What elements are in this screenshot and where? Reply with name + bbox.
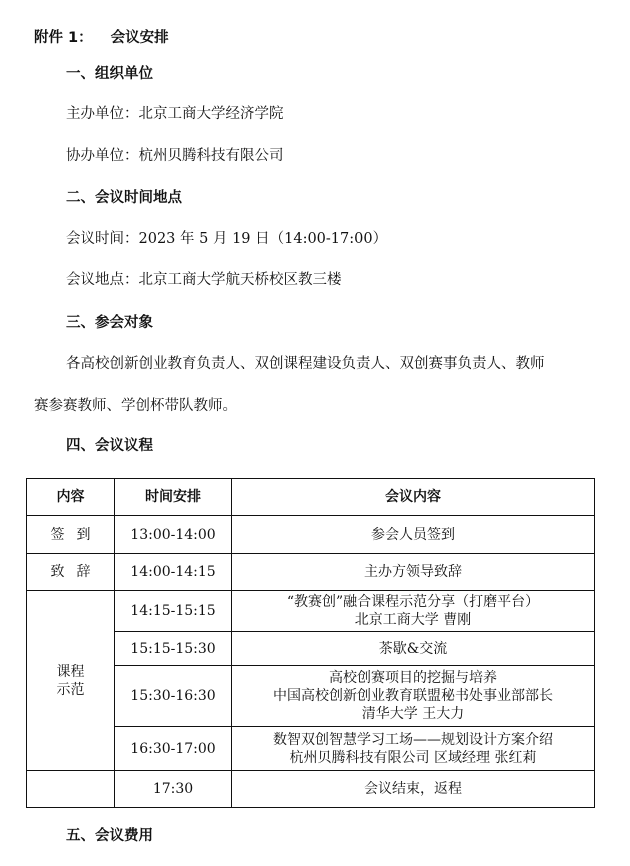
meeting-place: 会议地点：北京工商大学航天桥校区教三楼 (66, 272, 342, 288)
header-meeting-content: 会议内容 (232, 479, 595, 516)
table-row (27, 516, 595, 554)
row-content (232, 727, 595, 771)
row-content (232, 591, 595, 632)
content-line: 数智双创智慧学习工场——规划设计方案介绍 (273, 731, 553, 748)
row-time: 15:15-15:30 (115, 632, 232, 666)
row-time: 13:00-14:00 (115, 516, 232, 554)
row-time: 14:15-15:15 (115, 591, 232, 632)
row-label-empty (27, 771, 115, 808)
section4-heading: 四、会议议程 (66, 438, 153, 454)
section2-heading: 二、会议时间地点 (66, 190, 182, 206)
section5-heading: 五、会议费用 (66, 828, 153, 844)
attachment-title (34, 28, 169, 48)
row-content: 主办方领导致辞 (232, 554, 595, 591)
content-line: 中国高校创新创业教育联盟秘书处事业部部长 (273, 688, 553, 704)
attendees-line-2: 赛参赛教师、学创杯带队教师。 (34, 398, 237, 414)
row-time: 17:30 (115, 771, 232, 808)
row-time: 14:00-14:15 (115, 554, 232, 591)
content-line: “教赛创”融合课程示范分享（打磨平台） (286, 594, 540, 610)
attendees-line-1: 各高校创新创业教育负责人、双创课程建设负责人、双创赛事负责人、教师 (66, 356, 545, 372)
header-content-type: 内容 (27, 479, 115, 516)
table-row (27, 591, 595, 632)
attachment-label: 附件 1： (34, 30, 93, 46)
host-unit: 主办单位：北京工商大学经济学院 (66, 106, 284, 122)
meeting-time: 会议时间：2023 年 5 月 19 日（14:00-17:00） (66, 231, 388, 247)
row-time: 15:30-16:30 (115, 666, 232, 727)
section3-heading: 三、参会对象 (66, 315, 153, 331)
course-label-line-2: 示范 (56, 681, 85, 698)
row-time: 16:30-17:00 (115, 727, 232, 771)
row-content: 茶歇&交流 (232, 632, 595, 666)
section1-heading: 一、组织单位 (66, 66, 153, 82)
content-line: 清华大学 王大力 (361, 706, 465, 722)
header-time: 时间安排 (115, 479, 232, 516)
row-label-sign-in: 签到 (27, 516, 115, 554)
row-content (232, 666, 595, 727)
table-header-row (27, 479, 595, 516)
content-line: 高校创赛项目的挖掘与培养 (329, 670, 497, 686)
cohost-unit: 协办单位：杭州贝腾科技有限公司 (66, 148, 284, 164)
agenda-table (26, 478, 595, 808)
row-content: 会议结束，返程 (232, 771, 595, 808)
table-row (27, 554, 595, 591)
row-label-speech: 致辞 (27, 554, 115, 591)
course-label-line-1: 课程 (56, 663, 85, 680)
table-row (27, 771, 595, 808)
attachment-name: 会议安排 (110, 30, 169, 46)
row-content: 参会人员签到 (232, 516, 595, 554)
row-label-course-demo (27, 591, 115, 771)
content-line: 北京工商大学 曹刚 (354, 612, 472, 628)
content-line: 杭州贝腾科技有限公司 区域经理 张红莉 (289, 749, 537, 766)
